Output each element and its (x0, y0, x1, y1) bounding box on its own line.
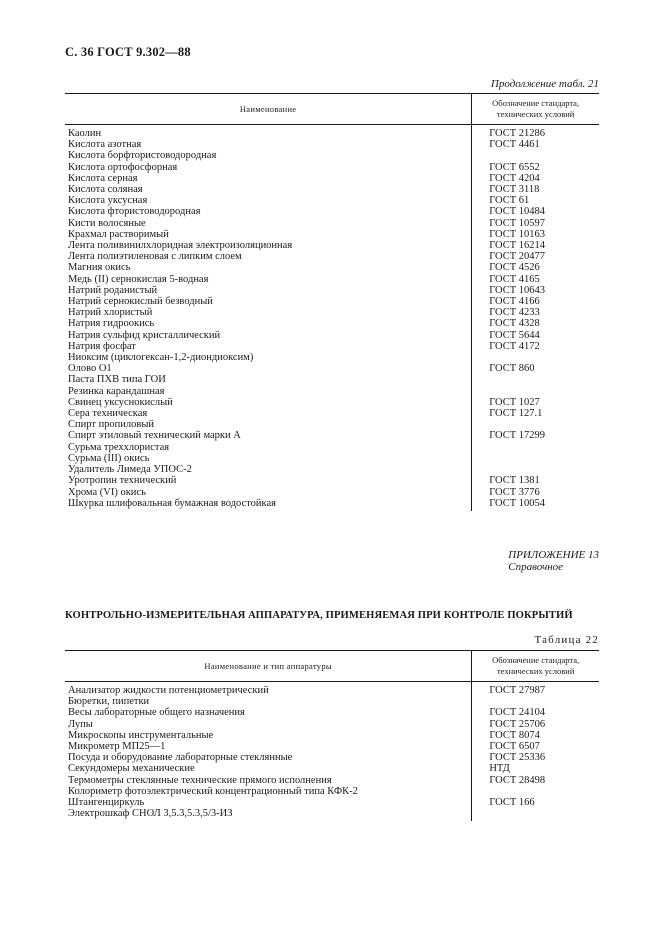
table-row (65, 162, 599, 173)
row-standard (472, 464, 599, 475)
row-name: Бюретки, пипетки (65, 696, 472, 707)
row-standard: ГОСТ 20477 (489, 251, 546, 263)
row-standard: ГОСТ 10484 (489, 206, 546, 218)
table-row (65, 125, 599, 140)
row-name: Микроскопы инструментальные (65, 730, 472, 741)
table-row (65, 184, 599, 195)
row-standard: ГОСТ 10597 (489, 217, 546, 229)
row-name: Кислота уксусная (65, 195, 472, 206)
table-row (65, 341, 599, 352)
row-name: Кислота борфтористоводородная (65, 150, 472, 161)
table-row (65, 707, 599, 718)
row-standard: ГОСТ 16214 (489, 240, 546, 252)
row-standard: ГОСТ 6507 (489, 741, 540, 753)
table-row (65, 330, 599, 341)
table-row (65, 318, 599, 329)
row-name: Резинка карандашная (65, 386, 472, 397)
table-22-label: Таблица 22 (534, 634, 599, 646)
appendix-heading (508, 549, 599, 573)
appendix-label: ПРИЛОЖЕНИЕ 13 (508, 549, 599, 561)
row-standard: ГОСТ 4165 (489, 273, 540, 285)
page-header: С. 36 ГОСТ 9.302—88 (65, 45, 191, 59)
table-row (65, 139, 599, 150)
table-row (65, 206, 599, 217)
row-name: Кислота серная (65, 173, 472, 184)
row-standard: ГОСТ 24104 (489, 707, 546, 719)
table-row (65, 430, 599, 441)
row-name: Хрома (VI) окись (65, 487, 472, 498)
table-row (65, 195, 599, 206)
row-standard (472, 442, 599, 453)
row-name: Медь (II) сернокислая 5-водная (65, 274, 472, 285)
row-name: Кислота азотная (65, 139, 472, 150)
table-row (65, 274, 599, 285)
row-standard (472, 150, 599, 161)
row-standard: ГОСТ 10163 (489, 228, 546, 240)
table-row (65, 487, 599, 498)
row-standard (472, 786, 599, 797)
row-name: Сурьма треххлористая (65, 442, 472, 453)
table-21 (65, 93, 599, 511)
row-standard: ГОСТ 1027 (489, 396, 540, 408)
row-standard: ГОСТ 10643 (489, 284, 546, 296)
table-22-body (65, 682, 599, 822)
row-standard: ГОСТ 61 (489, 195, 530, 207)
row-name: Олово О1 (65, 363, 472, 374)
row-standard: ГОСТ 127.1 (489, 408, 543, 420)
row-standard (472, 419, 599, 430)
section-title: КОНТРОЛЬНО-ИЗМЕРИТЕЛЬНАЯ АППАРАТУРА, ПРИМЕНЯЕМАЯ ПРИ КОНТРОЛЕ ПОКРЫТИЙ (65, 610, 573, 621)
row-standard: ГОСТ 4172 (489, 340, 540, 352)
row-name: Натрия сульфид кристаллический (65, 330, 472, 341)
table-row (65, 296, 599, 307)
row-standard: ГОСТ 27987 (489, 685, 546, 696)
row-name: Штангенциркуль (65, 797, 472, 808)
table-row (65, 453, 599, 464)
row-name: Натрий сернокислый безводный (65, 296, 472, 307)
row-name: Кислота соляная (65, 184, 472, 195)
row-standard: ГОСТ 4204 (489, 172, 540, 184)
table-row (65, 307, 599, 318)
column-header-standard: Обозначение стандарта, технических условий (472, 651, 599, 682)
table-continuation-note: Продолжение табл. 21 (490, 78, 599, 90)
row-standard: ГОСТ 4233 (489, 307, 540, 319)
row-name: Магния окись (65, 262, 472, 273)
row-standard: ГОСТ 28498 (489, 774, 546, 786)
table-row (65, 442, 599, 453)
row-name: Натрий роданистый (65, 285, 472, 296)
row-name: Каолин (65, 125, 472, 140)
table-row (65, 786, 599, 797)
table-row (65, 251, 599, 262)
table-row (65, 262, 599, 273)
table-row (65, 150, 599, 161)
table-row (65, 475, 599, 486)
table-row (65, 229, 599, 240)
table-22 (65, 650, 599, 821)
row-name: Кислота фтористоводородная (65, 206, 472, 217)
row-standard: ГОСТ 8074 (489, 729, 540, 741)
row-standard: ГОСТ 4526 (489, 262, 540, 274)
row-name: Спирт пропиловый (65, 419, 472, 430)
table-row (65, 419, 599, 430)
row-standard: ГОСТ 5644 (489, 329, 540, 341)
row-standard: ГОСТ 1381 (489, 475, 540, 487)
row-name: Натрия гидроокись (65, 318, 472, 329)
row-standard (472, 808, 599, 821)
row-standard (472, 453, 599, 464)
row-standard (472, 696, 599, 707)
appendix-kind: Справочное (508, 561, 564, 573)
table-row (65, 719, 599, 730)
table-row (65, 173, 599, 184)
table-row (65, 752, 599, 763)
row-name: Крахмал растворимый (65, 229, 472, 240)
row-name: Лента полиэтиленовая с липким слоем (65, 251, 472, 262)
table-row (65, 498, 599, 511)
row-name: Термометры стеклянные технические прямого исполнения (65, 775, 472, 786)
table-row (65, 386, 599, 397)
row-standard: ГОСТ 860 (489, 363, 535, 375)
row-name: Микрометр МП25—1 (65, 741, 472, 752)
row-name: Кислота ортофосфорная (65, 162, 472, 173)
row-name: Колориметр фотоэлектрический концентрационный типа КФК-2 (65, 786, 472, 797)
row-name: Лента поливинилхлоридная электроизоляционная (65, 240, 472, 251)
row-name: Ниоксим (циклогексан-1,2-диондиоксим) (65, 352, 472, 363)
table-row (65, 352, 599, 363)
table-row (65, 797, 599, 808)
row-standard (472, 374, 599, 385)
row-name: Свинец уксуснокислый (65, 397, 472, 408)
column-header-name: Наименование (65, 94, 472, 125)
column-header-standard: Обозначение стандарта, технических условий (472, 94, 599, 125)
row-name: Натрия фосфат (65, 341, 472, 352)
row-standard: ГОСТ 3118 (489, 184, 540, 196)
row-standard: ГОСТ 4166 (489, 296, 540, 308)
row-name: Уротропин технический (65, 475, 472, 486)
table-row (65, 775, 599, 786)
table-row (65, 763, 599, 774)
row-standard: ГОСТ 6552 (489, 161, 540, 173)
table-row (65, 374, 599, 385)
row-standard: ГОСТ 4461 (489, 139, 540, 151)
table-row (65, 741, 599, 752)
column-header-apparatus: Наименование и тип аппаратуры (65, 651, 472, 682)
row-standard: ГОСТ 166 (489, 797, 535, 809)
row-standard: ГОСТ 3776 (489, 486, 540, 498)
row-name: Лупы (65, 719, 472, 730)
row-name: Электрошкаф СНОЛ 3,5.3,5.3,5/3-ИЗ (65, 808, 472, 821)
table-row (65, 682, 599, 697)
row-name: Паста ПХВ типа ГОИ (65, 374, 472, 385)
table-row (65, 730, 599, 741)
row-name: Посуда и оборудование лабораторные стеклянные (65, 752, 472, 763)
row-name: Анализатор жидкости потенциометрический (65, 682, 472, 697)
table-row (65, 408, 599, 419)
row-standard: ГОСТ 25336 (489, 752, 546, 764)
table-row (65, 285, 599, 296)
row-standard (472, 352, 599, 363)
row-name: Секундомеры механические (65, 763, 472, 774)
table-row (65, 218, 599, 229)
table-row (65, 397, 599, 408)
table-21-body (65, 125, 599, 511)
row-standard: ГОСТ 17299 (489, 430, 546, 442)
row-name: Удалитель Лимеда УПОС-2 (65, 464, 472, 475)
row-name: Весы лабораторные общего назначения (65, 707, 472, 718)
row-standard: ГОСТ 25706 (489, 718, 546, 730)
row-name: Кисти волосяные (65, 218, 472, 229)
row-name: Шкурка шлифовальная бумажная водостойкая (65, 498, 472, 511)
row-standard: НТД (489, 763, 510, 775)
table-row (65, 696, 599, 707)
row-name: Спирт этиловый технический марки А (65, 430, 472, 441)
row-name: Натрий хлористый (65, 307, 472, 318)
table-row (65, 808, 599, 821)
table-row (65, 363, 599, 374)
row-standard: ГОСТ 21286 (489, 128, 546, 139)
row-name: Сера техническая (65, 408, 472, 419)
row-standard (472, 386, 599, 397)
row-name: Сурьма (III) окись (65, 453, 472, 464)
table-row (65, 240, 599, 251)
table-row (65, 464, 599, 475)
row-standard: ГОСТ 4328 (489, 318, 540, 330)
row-standard: ГОСТ 10054 (489, 497, 546, 509)
